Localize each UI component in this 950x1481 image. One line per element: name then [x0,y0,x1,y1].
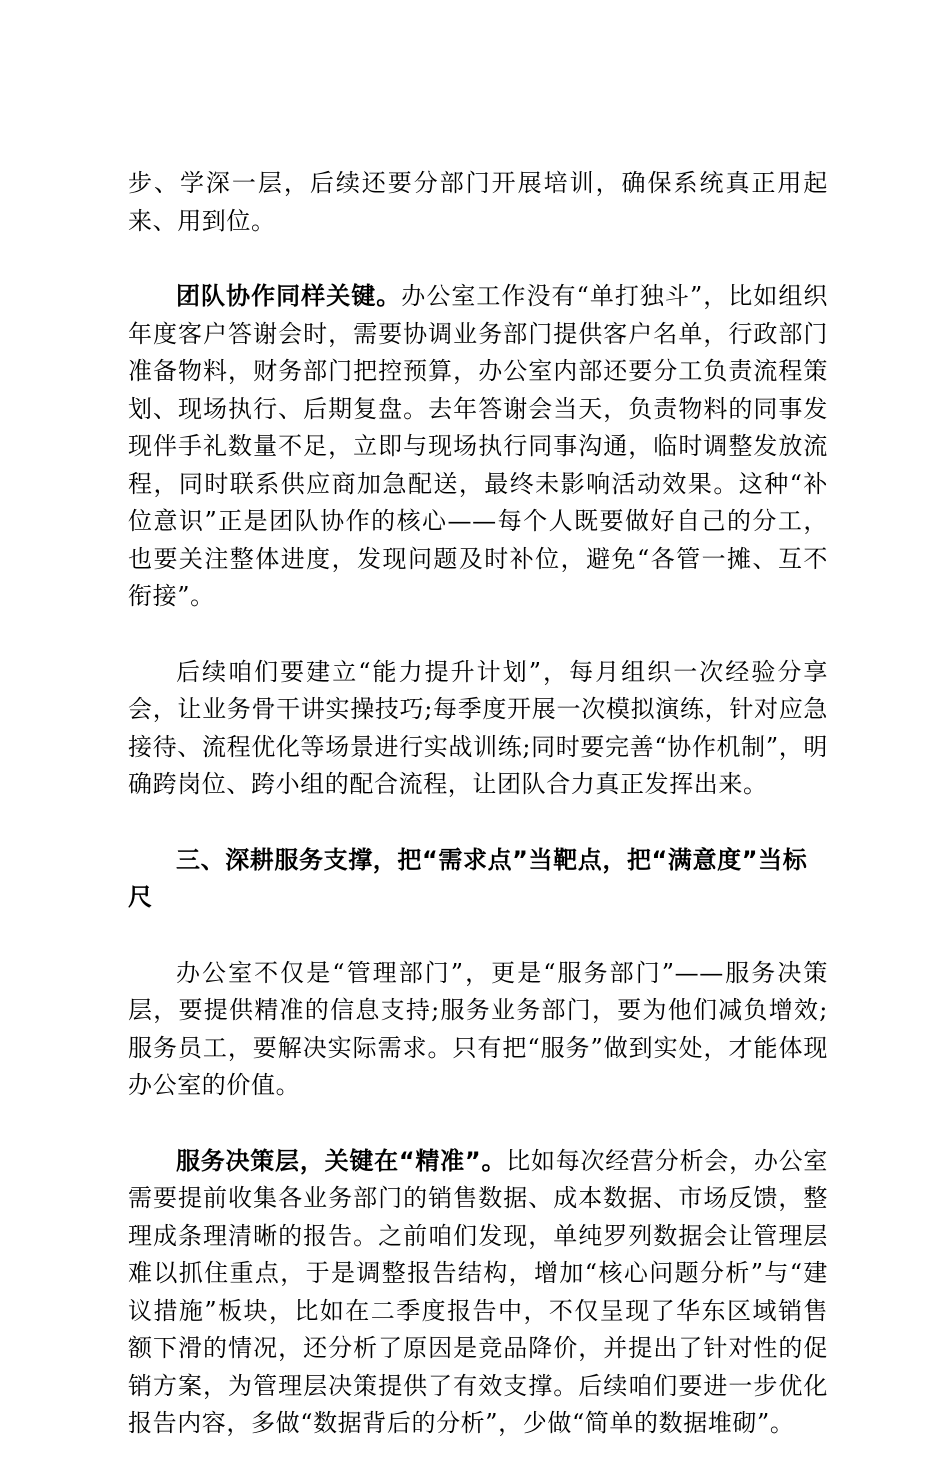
paragraph-text: 比如每次经营分析会，办公室需要提前收集各业务部门的销售数据、成本数据、市场反馈，整理成条理清晰的报告。之前咱们发现，单纯罗列数据会让管理层难以抓住重点，于是调整报告结构，增加“核心问题分析”与“建议措施”板块，比如在二季度报告中，不仅呈现了华东区域销售额下滑的情况，还分析了原因是竞品降价，并提出了针对性的促销方案，为管理层决策提供了有效支撑。后续咱们要进一步优化报告内容，多做“数据背后的分析”，少做“简单的数据堆砌”。 [128,1146,828,1437]
paragraph-capability-plan [128,654,828,804]
paragraph-lead: 团队协作同样关键。 [176,282,402,310]
document-page [128,165,828,1481]
paragraph-text: 办公室不仅是“管理部门”，更是“服务部门”——服务决策层，要提供精准的信息支持;服务业务部门，要为他们减负增效;服务员工，要解决实际需求。只有把“服务”做到实处，才能体现办公室的价值。 [128,958,828,1099]
paragraph-text: 步、学深一层，后续还要分部门开展培训，确保系统真正用起来、用到位。 [128,169,828,235]
paragraph-continuation [128,165,828,240]
paragraph-team-collaboration [128,278,828,616]
paragraph-text: 后续咱们要建立“能力提升计划”，每月组织一次经验分享会，让业务骨干讲实操技巧;每季度开展一次模拟演练，针对应急接待、流程优化等场景进行实战训练;同时要完善“协作机制”，明确跨岗位、跨小组的配合流程，让团队合力真正发挥出来。 [128,657,828,798]
paragraph-lead: 服务决策层，关键在“精准”。 [176,1146,507,1175]
section-heading [128,842,828,917]
paragraph-decision-support [128,1143,828,1443]
heading-text: 三、深耕服务支撑，把“需求点”当靶点，把“满意度”当标尺 [128,845,808,911]
paragraph-service-role [128,955,828,1105]
paragraph-text: 办公室工作没有“单打独斗”，比如组织年度客户答谢会时，需要协调业务部门提供客户名单，行政部门准备物料，财务部门把控预算，办公室内部还要分工负责流程策划、现场执行、后期复盘。去年答谢会当天，负责物料的同事发现伴手礼数量不足，立即与现场执行同事沟通，临时调整发放流程，同时联系供应商加急配送，最终未影响活动效果。这种“补位意识”正是团队协作的核心——每个人既要做好自己的分工，也要关注整体进度，发现问题及时补位，避免“各管一摊、互不衔接”。 [128,282,828,610]
